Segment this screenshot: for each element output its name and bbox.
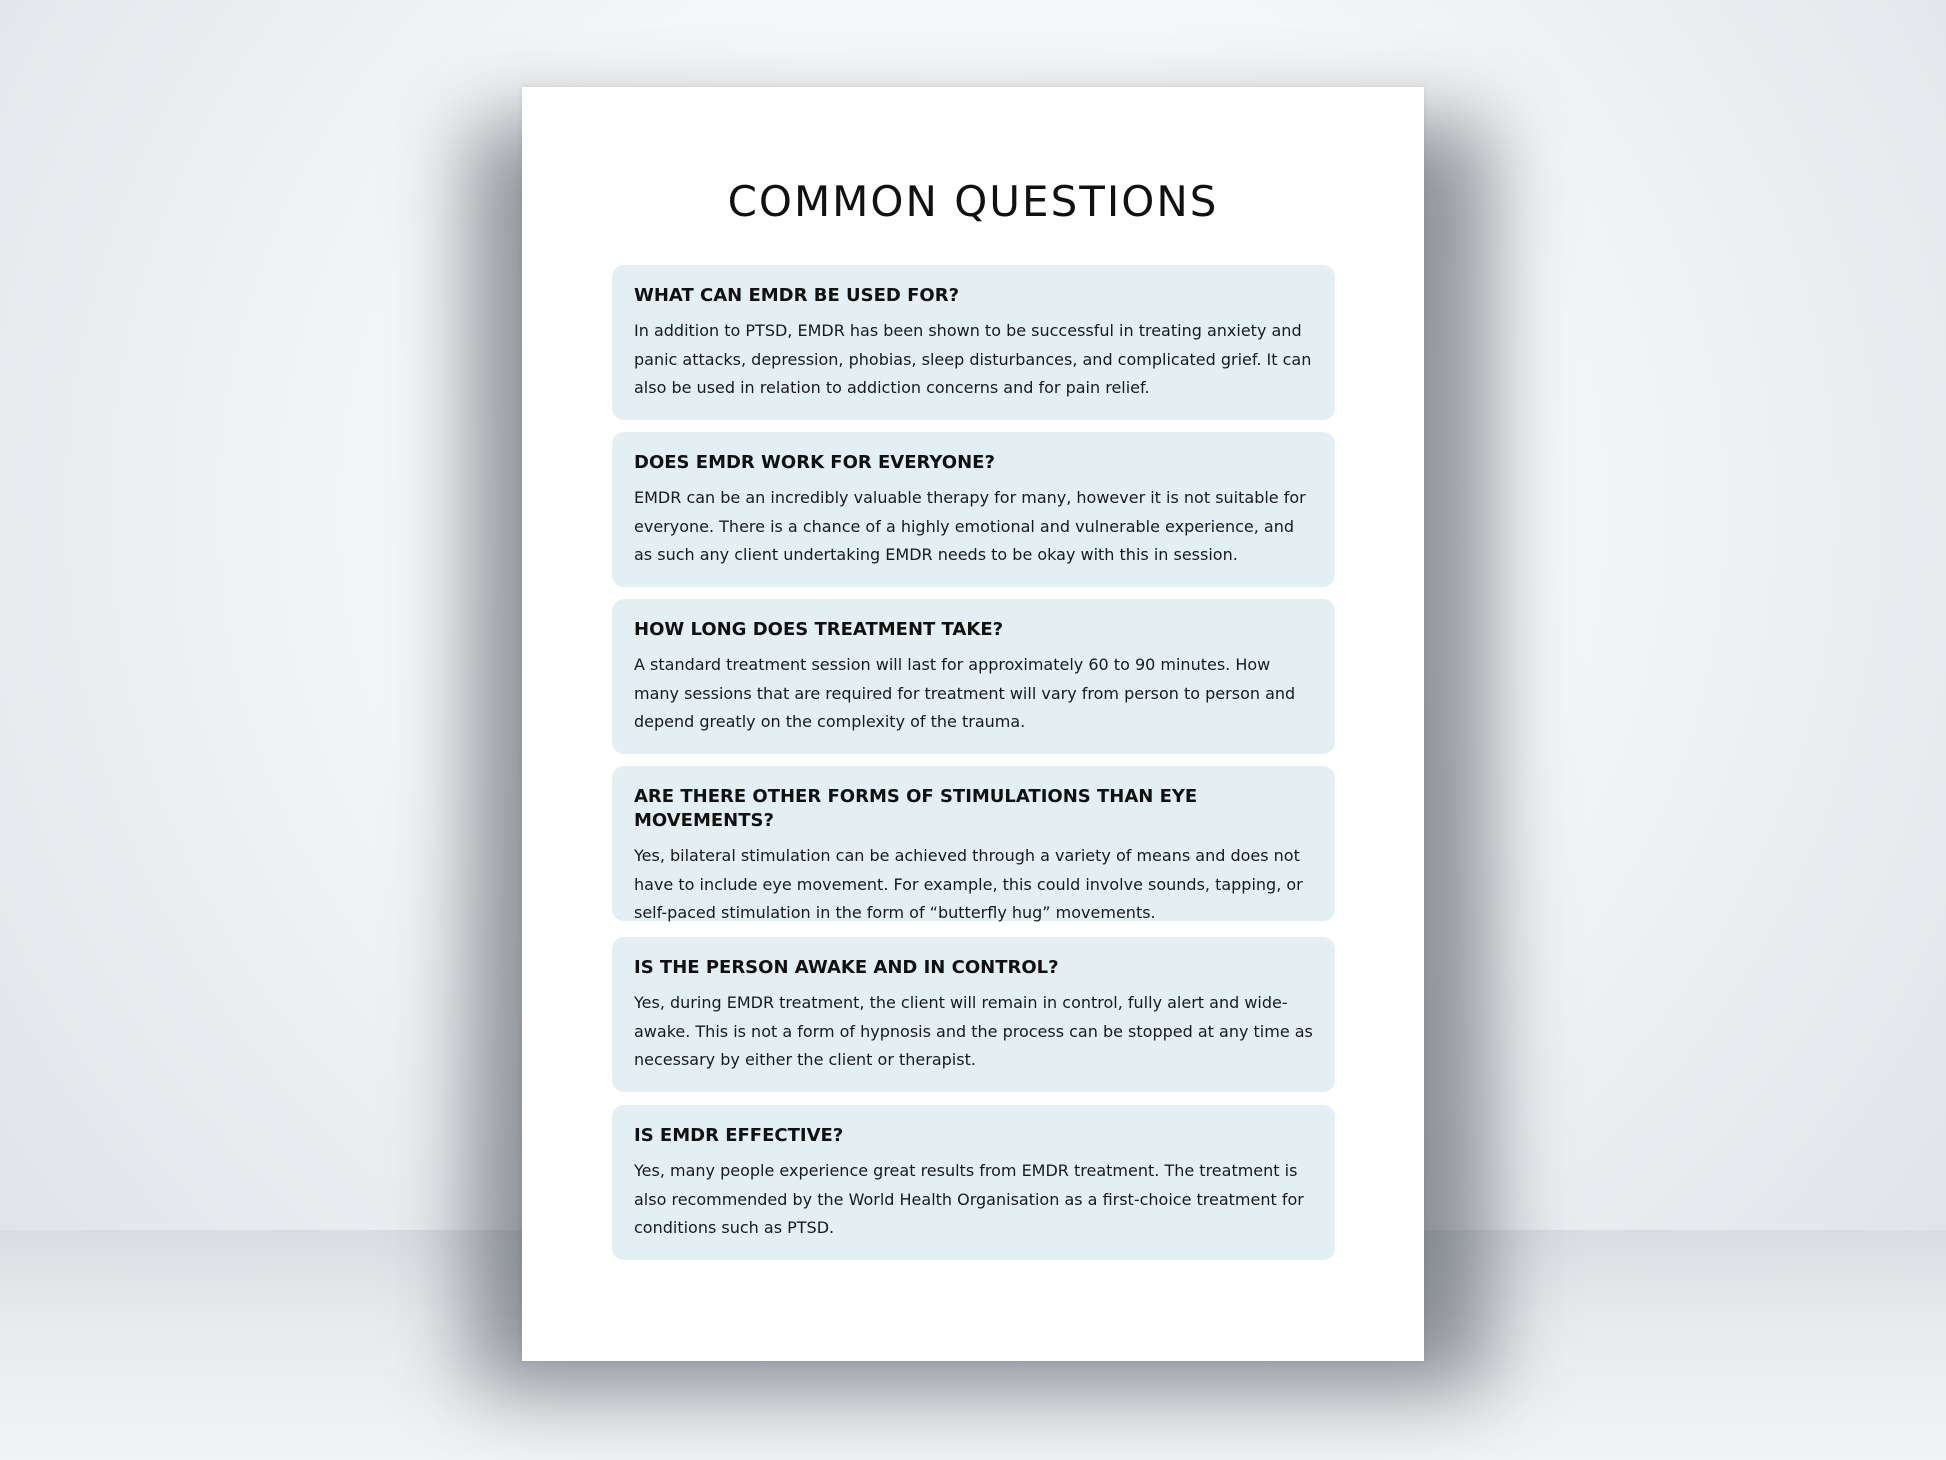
document-page xyxy=(522,87,1424,1361)
faq-question: IS EMDR EFFECTIVE? xyxy=(634,1125,844,1146)
faq-answer: In addition to PTSD, EMDR has been shown to be successful in treating anxiety and panic attacks, depression, phobias, sleep disturbances, and complicated grief. It can also be used in relation to addiction concerns and for pain relief. xyxy=(634,321,1312,397)
faq-list xyxy=(612,265,1335,1272)
faq-card xyxy=(612,766,1335,921)
faq-answer: A standard treatment session will last for approximately 60 to 90 minutes. How many sessions that are required for treatment will vary from person to person and depend greatly on the complexity of the trauma. xyxy=(634,655,1296,731)
faq-card xyxy=(612,432,1335,587)
faq-question: ARE THERE OTHER FORMS OF STIMULATIONS THAN EYE MOVEMENTS? xyxy=(634,786,1198,831)
faq-question: WHAT CAN EMDR BE USED FOR? xyxy=(634,285,960,306)
faq-question: HOW LONG DOES TREATMENT TAKE? xyxy=(634,619,1004,640)
faq-card xyxy=(612,937,1335,1092)
faq-card xyxy=(612,265,1335,420)
page-title: COMMON QUESTIONS xyxy=(727,177,1219,226)
faq-question: DOES EMDR WORK FOR EVERYONE? xyxy=(634,452,995,473)
faq-card xyxy=(612,1105,1335,1260)
faq-answer: Yes, many people experience great results from EMDR treatment. The treatment is also recommended by the World Health Organisation as a first-choice treatment for conditions such as PTSD. xyxy=(634,1161,1304,1237)
faq-answer: Yes, bilateral stimulation can be achieved through a variety of means and does not have to include eye movement. For example, this could involve sounds, tapping, or self-paced stimulation in the form of “butterfly hug” movements. xyxy=(634,846,1303,922)
faq-answer: EMDR can be an incredibly valuable therapy for many, however it is not suitable for everyone. There is a chance of a highly emotional and vulnerable experience, and as such any client undertaking EMDR needs to be okay with this in session. xyxy=(634,488,1306,564)
faq-card xyxy=(612,599,1335,754)
faq-question: IS THE PERSON AWAKE AND IN CONTROL? xyxy=(634,957,1059,978)
faq-answer: Yes, during EMDR treatment, the client will remain in control, fully alert and wide-awake. This is not a form of hypnosis and the process can be stopped at any time as necessary by either the client or therapist. xyxy=(634,993,1313,1069)
